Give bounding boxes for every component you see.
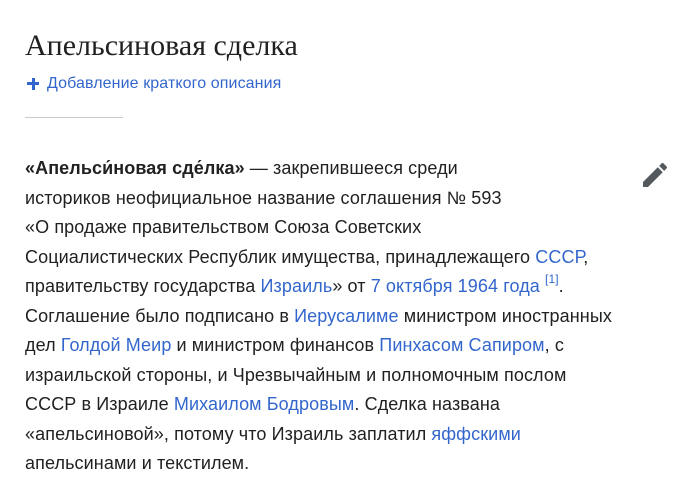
text: и министром финансов bbox=[171, 335, 380, 355]
plus-icon bbox=[25, 72, 43, 96]
text: министром иностранных bbox=[398, 305, 612, 326]
add-short-description-label: Добавление краткого описания bbox=[47, 75, 282, 92]
link-ussr[interactable]: СССР bbox=[535, 246, 584, 267]
reference-1[interactable]: [1] bbox=[545, 272, 559, 286]
article-paragraph bbox=[25, 154, 681, 479]
page-title: Апельсиновая сделка bbox=[25, 29, 298, 62]
text: , bbox=[583, 246, 589, 267]
link-date[interactable]: 7 октября 1964 года bbox=[370, 276, 540, 296]
link-mikhail-bodrov[interactable]: Михаилом Бодровым bbox=[173, 394, 355, 414]
text: СССР в Израиле bbox=[25, 394, 174, 414]
text: — закрепившееся среди bbox=[244, 158, 458, 178]
link-golda-meir[interactable]: Голдой Меир bbox=[60, 335, 172, 355]
text: , с bbox=[544, 335, 564, 355]
text: дел bbox=[25, 335, 61, 355]
text: правительству государства bbox=[25, 276, 261, 296]
link-jaffa[interactable]: яффскими bbox=[431, 423, 521, 444]
text: » от bbox=[332, 276, 371, 296]
text: израильской стороны, и Чрезвычайным и полномочным послом bbox=[25, 364, 567, 385]
text: «О продаже правительством Союза Советских bbox=[25, 217, 422, 237]
text: Соглашение было подписано в bbox=[25, 305, 295, 326]
link-jerusalem[interactable]: Иерусалиме bbox=[294, 305, 399, 326]
text: Социалистических Республик имущества, принадлежащего bbox=[25, 246, 536, 267]
link-pinhas-sapir[interactable]: Пинхасом Сапиром bbox=[379, 335, 545, 355]
article-term: «Апельси́новая сде́лка» bbox=[25, 158, 245, 178]
text: . Сделка названа bbox=[354, 394, 501, 414]
link-israel[interactable]: Израиль bbox=[260, 276, 333, 296]
divider bbox=[25, 117, 123, 118]
text: апельсинами и текстилем. bbox=[25, 453, 250, 473]
text: историков неофициальное название соглашения № 593 bbox=[25, 187, 502, 208]
text: «апельсиновой», потому что Израиль заплатил bbox=[25, 423, 432, 444]
text: . bbox=[558, 276, 564, 296]
add-short-description-link[interactable] bbox=[25, 72, 281, 96]
